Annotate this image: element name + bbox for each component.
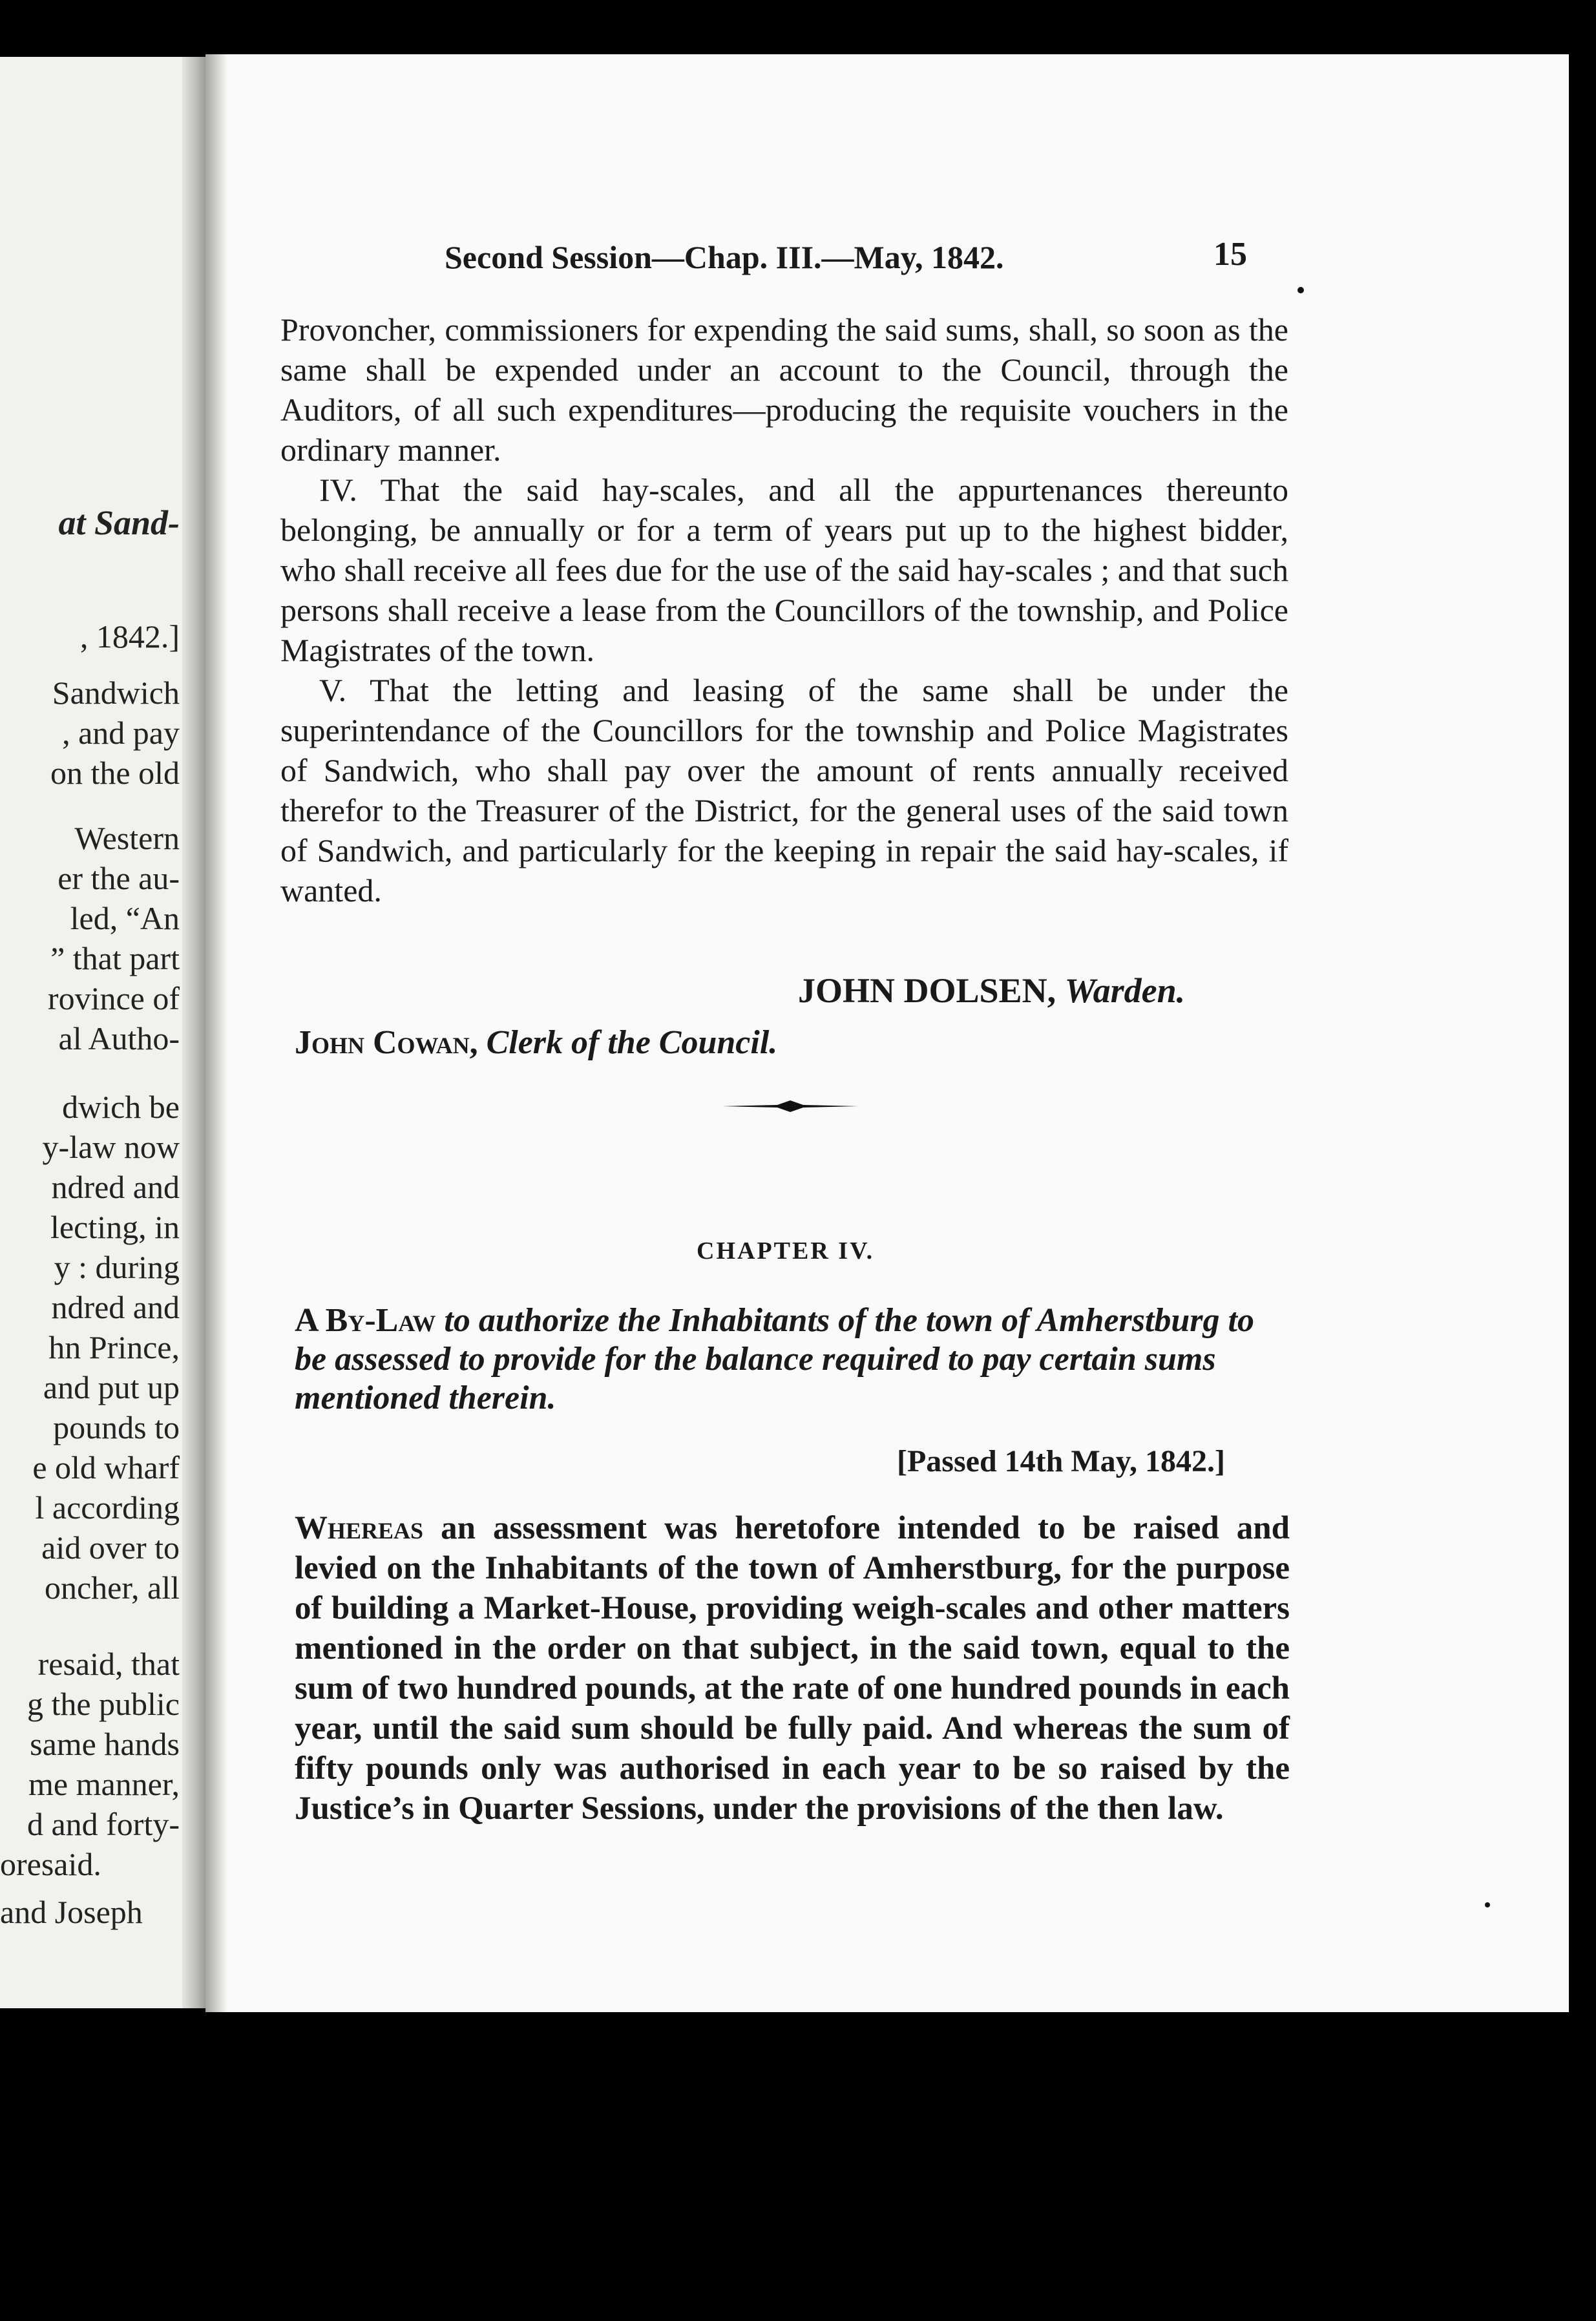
left-line: dwich be xyxy=(62,1089,180,1125)
left-line: al Autho- xyxy=(58,1020,180,1056)
bylaw-title-text: to authorize the Inhabitants of the town of Amherstburg to be assessed to provide for the balance required to pay certain sums mentioned therein. xyxy=(295,1302,1254,1416)
page-gutter-shadow xyxy=(205,54,227,2012)
left-line: y : during xyxy=(54,1249,180,1285)
left-line: rovince of xyxy=(47,980,180,1016)
page-15 xyxy=(205,54,1569,2012)
left-line: and put up xyxy=(43,1369,180,1405)
left-line: l according xyxy=(35,1489,180,1526)
bylaw-title xyxy=(295,1301,1283,1418)
left-line: pounds to xyxy=(53,1409,180,1445)
ornamental-rule xyxy=(722,1097,858,1116)
paragraph-v: V. That the letting and leasing of the same shall be under the superintendance of the Councillors for the township and Police Magistrates of Sandwich, who shall pay over the amount of rents annually received therefor to the Treasurer of the District, for the general uses of the said town of Sandwich, and particularly for the keeping in repair the said hay-scales, if wanted. xyxy=(280,672,1288,908)
ink-speck xyxy=(1297,287,1304,293)
passed-date: [Passed 14th May, 1842.] xyxy=(897,1444,1225,1478)
left-line: , 1842.] xyxy=(79,618,180,655)
book-gutter xyxy=(182,57,205,2008)
left-line: hn Prince, xyxy=(48,1329,180,1365)
clerk-signature xyxy=(295,1024,777,1062)
left-line: e old wharf xyxy=(32,1449,180,1486)
warden-title: Warden. xyxy=(1064,971,1186,1010)
running-head: Second Session—Chap. III.—May, 1842. xyxy=(445,239,1004,275)
left-line: er the au- xyxy=(58,860,180,896)
left-page-fragment xyxy=(0,57,205,2008)
left-line: Western xyxy=(74,820,180,856)
left-line: y-law now xyxy=(42,1129,180,1165)
left-line: Sandwich xyxy=(52,675,180,711)
page-number: 15 xyxy=(1213,236,1247,273)
warden-signature xyxy=(798,971,1185,1011)
left-line: led, “An xyxy=(70,900,180,936)
clerk-title: Clerk of the Council. xyxy=(486,1024,778,1061)
whereas-lead: Whereas xyxy=(295,1510,424,1546)
left-line: , and pay xyxy=(62,715,180,751)
left-line: resaid, that xyxy=(37,1646,180,1682)
clerk-name: John Cowan, xyxy=(295,1024,478,1061)
left-line: ” that part xyxy=(50,940,180,976)
chapter-heading: CHAPTER IV. xyxy=(697,1237,875,1265)
left-line: d and forty- xyxy=(26,1806,180,1842)
whereas-text: an assessment was heretofore intended to be raised and levied on the Inhabitants of the town of Amherstburg, for the purpose of building a Market-House, providing weigh-scales and other matters mentioned in the order on that subject, in the said town, equal to the sum of two hundred pounds, at the rate of one hundred pounds in each year, until the said sum should be fully paid. And whereas the sum of fifty pounds only was authorised in each year to be so raised by the Justice’s in Quarter Sessions, under the provisions of the then law. xyxy=(295,1510,1290,1827)
left-line: oresaid. xyxy=(0,1846,101,1882)
bylaw-title-lead: A By-Law xyxy=(295,1302,436,1339)
whereas-paragraph xyxy=(295,1508,1290,1829)
ink-speck xyxy=(1485,1902,1490,1907)
left-line: at Sand- xyxy=(58,503,180,542)
left-line: on the old xyxy=(50,755,180,791)
left-line: g the public xyxy=(26,1686,180,1722)
left-line: aid over to xyxy=(41,1529,180,1566)
left-line: ndred and xyxy=(51,1169,180,1205)
left-line: lecting, in xyxy=(50,1209,180,1245)
warden-name: JOHN DOLSEN, xyxy=(798,971,1056,1010)
continued-section xyxy=(280,310,1288,910)
left-line: ndred and xyxy=(51,1289,180,1325)
left-line: oncher, all xyxy=(44,1570,180,1606)
left-line: same hands xyxy=(30,1726,180,1762)
paragraph-iv: IV. That the said hay-scales, and all the appurtenances thereunto belonging, be annually or for a term of years put up to the highest bidder, who shall receive all fees due for the use of the said hay-scales ; and that such persons shall receive a lease from the Councillors of the township, and Police Magistrates of the town. xyxy=(280,472,1288,668)
left-line: me manner, xyxy=(28,1766,180,1802)
left-line: and Joseph xyxy=(0,1894,143,1930)
paragraph-provoncher: Provoncher, commissioners for expending the said sums, shall, so soon as the same shall be expended under an account to the Council, through the Auditors, of all such expenditures—producing the requisite vouchers in the ordinary manner. xyxy=(280,311,1288,468)
